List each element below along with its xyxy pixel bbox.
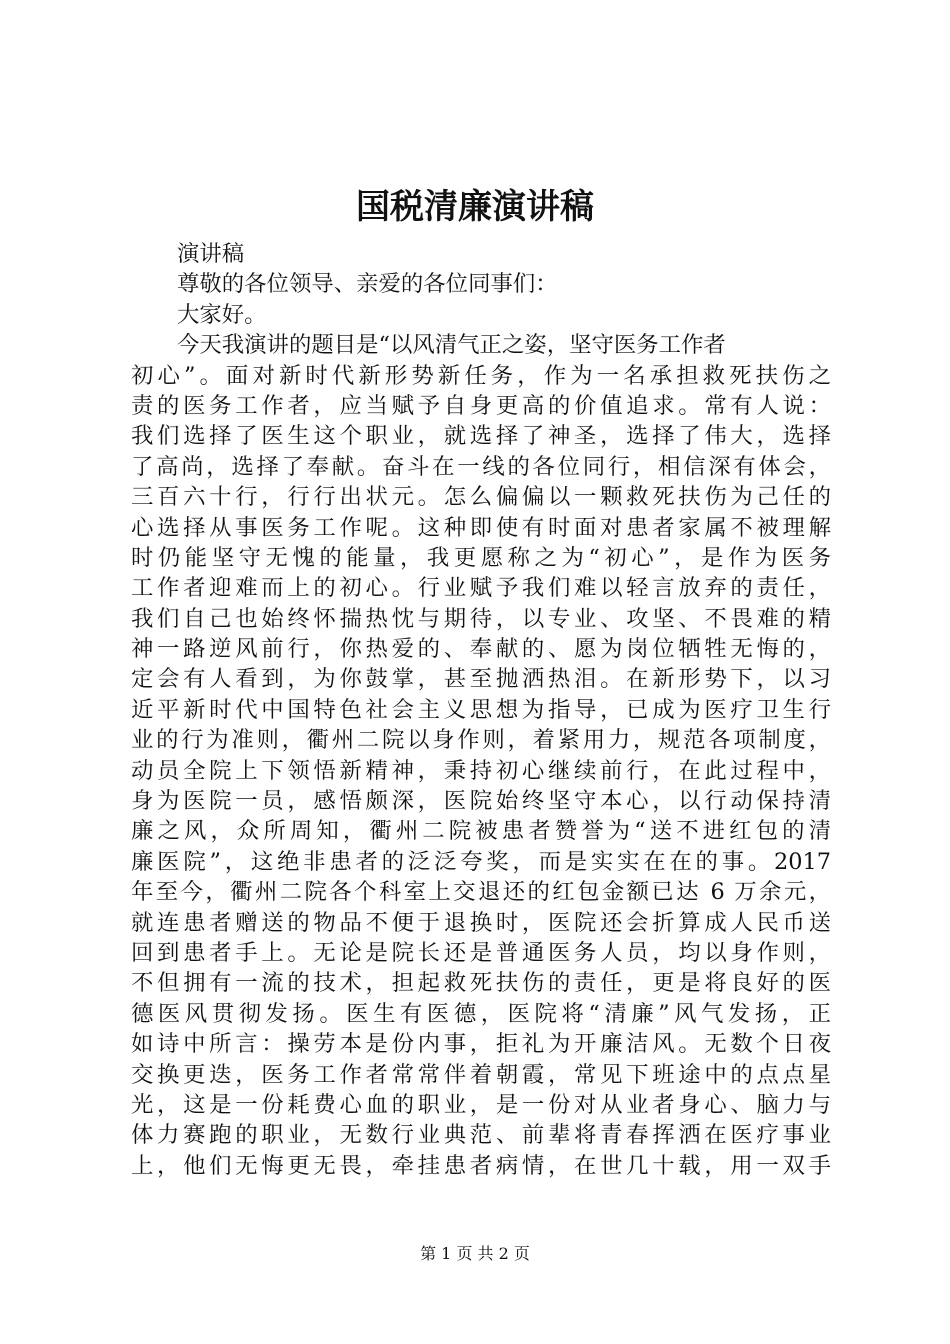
paragraph-line: 廉之风，众所周知，衢州二院被患者赞誉为“送不进红包的清 xyxy=(131,818,831,845)
paragraph-line: 体力赛跑的职业，无数行业典范、前辈将青春挥洒在医疗事业 xyxy=(131,1122,831,1149)
greeting-line: 大家好。 xyxy=(177,301,267,328)
speech-paragraph xyxy=(131,330,831,1181)
paragraph-line: 身为医院一员，感悟颇深，医院始终坚守本心，以行动保持清 xyxy=(131,788,831,815)
paragraph-line: 就连患者赠送的物品不便于退换时，医院还会折算成人民币送 xyxy=(131,909,831,936)
paragraph-line: 神一路逆风前行，你热爱的、奉献的、愿为岗位牺牲无悔的， xyxy=(131,636,831,663)
subtitle-line: 演讲稿 xyxy=(177,241,245,267)
page-footer: 第 1 页 共 2 页 xyxy=(420,1244,530,1263)
paragraph-line: 初心”。面对新时代新形势新任务，作为一名承担救死扶伤之 xyxy=(131,362,831,389)
document-title: 国税清廉演讲稿 xyxy=(356,187,594,227)
paragraph-line: 上，他们无悔更无畏，牵挂患者病情，在世几十载，用一双手 xyxy=(131,1152,831,1179)
paragraph-line: 德医风贯彻发扬。医生有医德，医院将“清廉”风气发扬，正 xyxy=(131,1000,831,1027)
paragraph-line: 回到患者手上。无论是院长还是普通医务人员，均以身作则， xyxy=(131,939,831,966)
paragraph-line: 动员全院上下领悟新精神，秉持初心继续前行，在此过程中， xyxy=(131,757,831,784)
paragraph-line: 定会有人看到，为你鼓掌，甚至抛洒热泪。在新形势下，以习 xyxy=(131,666,831,693)
paragraph-line: 心选择从事医务工作呢。这种即使有时面对患者家属不被理解 xyxy=(131,514,831,541)
paragraph-line: 时仍能坚守无愧的能量，我更愿称之为“初心”，是作为医务 xyxy=(131,544,831,571)
paragraph-line: 年至今，衢州二院各个科室上交退还的红包金额已达 6 万余元， xyxy=(131,879,831,906)
paragraph-line: 近平新时代中国特色社会主义思想为指导，已成为医疗卫生行 xyxy=(131,696,831,723)
paragraph-line: 业的行为准则，衢州二院以身作则，着紧用力，规范各项制度， xyxy=(131,727,831,754)
paragraph-line: 光，这是一份耗费心血的职业，是一份对从业者身心、脑力与 xyxy=(131,1091,831,1118)
paragraph-line: 交换更迭，医务工作者常常伴着朝霞，常见下班途中的点点星 xyxy=(131,1061,831,1088)
paragraph-line: 我们选择了医生这个职业，就选择了神圣，选择了伟大，选择 xyxy=(131,423,831,450)
paragraph-line: 如诗中所言：操劳本是份内事，拒礼为开廉洁风。无数个日夜 xyxy=(131,1031,831,1058)
paragraph-line: 廉医院”，这绝非患者的泛泛夸奖，而是实实在在的事。2017 xyxy=(131,848,831,875)
paragraph-line: 责的医务工作者，应当赋予自身更高的价值追求。常有人说： xyxy=(131,392,831,419)
paragraph-line: 了高尚，选择了奉献。奋斗在一线的各位同行，相信深有体会， xyxy=(131,453,831,480)
document-body xyxy=(131,239,831,1181)
paragraph-line: 我们自己也始终怀揣热忱与期待，以专业、攻坚、不畏难的精 xyxy=(131,605,831,632)
salutation-line: 尊敬的各位领导、亲爱的各位同事们： xyxy=(177,271,558,298)
paragraph-line: 三百六十行，行行出状元。怎么偏偏以一颗救死扶伤为己任的 xyxy=(131,484,831,511)
paragraph-line: 工作者迎难而上的初心。行业赋予我们难以轻言放弃的责任， xyxy=(131,575,831,602)
paragraph-line: 不但拥有一流的技术，担起救死扶伤的责任，更是将良好的医 xyxy=(131,970,831,997)
paragraph-line: 今天我演讲的题目是“以风清气正之姿，坚守医务工作者 xyxy=(177,332,726,359)
